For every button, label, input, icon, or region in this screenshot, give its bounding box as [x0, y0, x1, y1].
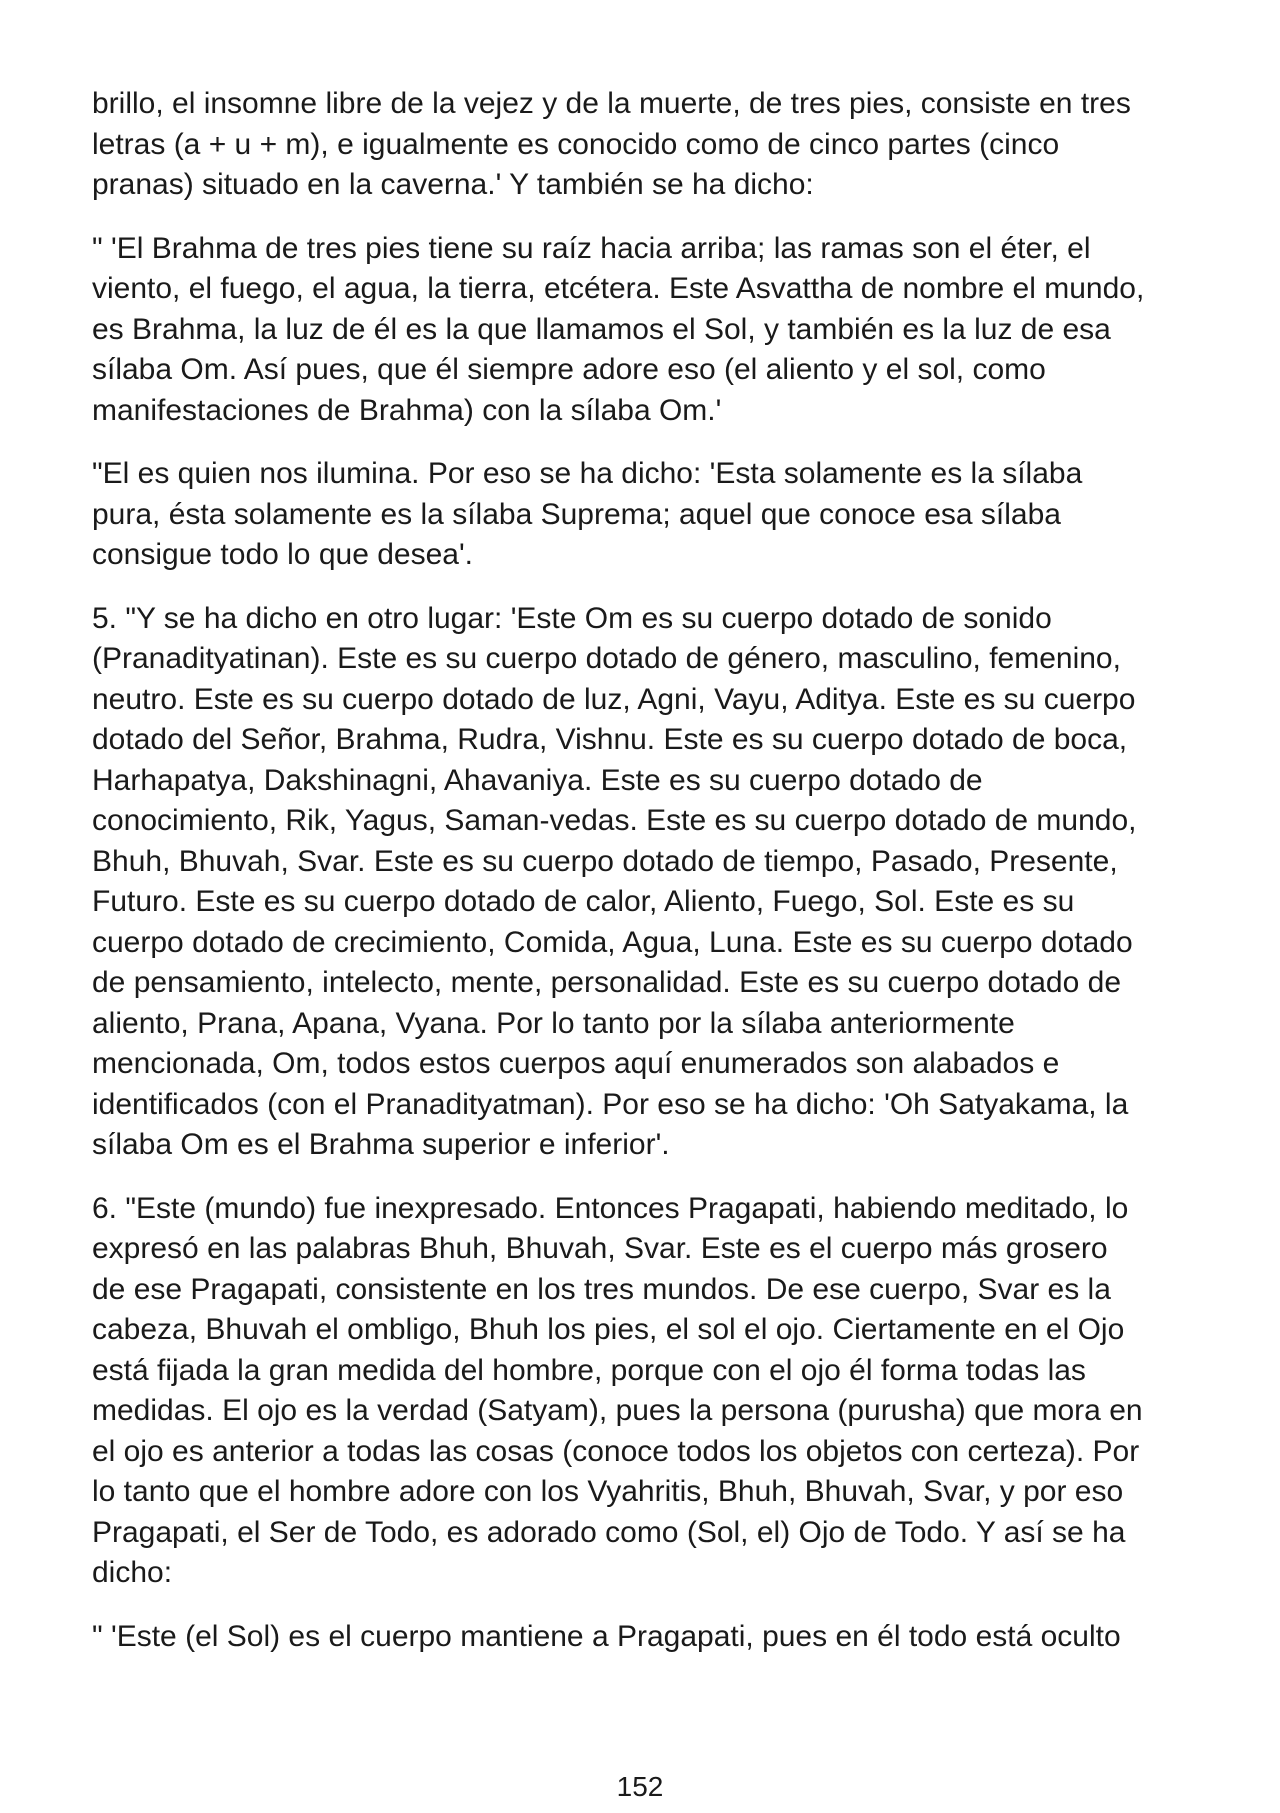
text-line: dotado del Señor, Brahma, Rudra, Vishnu. Este es su cuerpo dotado de boca, — [92, 723, 1128, 756]
paragraph — [92, 454, 1202, 576]
text-line: 6. "Este (mundo) fue inexpresado. Entonces Pragapati, habiendo meditado, lo — [92, 1191, 1129, 1225]
text-line: (Pranadityatinan). Este es su cuerpo dotado de género, masculino, femenino, — [92, 642, 1121, 675]
text-line: sílaba Om es el Brahma superior e inferior'. — [92, 1128, 670, 1161]
text-line: identificados (con el Pranadityatman). Por eso se ha dicho: 'Oh Satyakama, la — [92, 1087, 1129, 1121]
paragraph — [92, 84, 1202, 206]
text-line: pura, ésta solamente es la sílaba Suprema; aquel que conoce esa sílaba — [92, 497, 1061, 531]
text-line: el ojo es anterior a todas las cosas (conoce todos los objetos con certeza). Por — [92, 1434, 1140, 1468]
text-line: pranas) situado en la caverna.' Y también se ha dicho: — [92, 168, 814, 201]
text-line: manifestaciones de Brahma) con la sílaba Om.' — [92, 393, 722, 427]
text-line: sílaba Om. Así pues, que él siempre adore eso (el aliento y el sol, como — [92, 353, 1046, 386]
paragraph — [92, 1189, 1202, 1594]
text-line: neutro. Este es su cuerpo dotado de luz, Agni, Vayu, Aditya. Este es su cuerpo — [92, 682, 1136, 716]
body-text — [92, 84, 1202, 1680]
paragraph — [92, 229, 1202, 432]
text-line: viento, el fuego, el agua, la tierra, etcétera. Este Asvattha de nombre el mundo, — [92, 272, 1145, 305]
text-line: letras (a + u + m), e igualmente es conocido como de cinco partes (cinco — [92, 127, 1060, 161]
text-line: es Brahma, la luz de él es la que llamamos el Sol, y también es la luz de esa — [92, 312, 1111, 346]
text-line: Futuro. Este es su cuerpo dotado de calor, Aliento, Fuego, Sol. Este es su — [92, 885, 1075, 918]
paragraph — [92, 599, 1202, 1166]
text-line: Harhapatya, Dakshinagni, Ahavaniya. Este es su cuerpo dotado de — [92, 763, 983, 797]
text-line: Bhuh, Bhuvah, Svar. Este es su cuerpo dotado de tiempo, Pasado, Presente, — [92, 844, 1118, 878]
text-line: "El es quien nos ilumina. Por eso se ha dicho: 'Esta solamente es la sílaba — [92, 457, 1083, 490]
text-line: aliento, Prana, Apana, Vyana. Por lo tanto por la sílaba anteriormente — [92, 1006, 1015, 1040]
text-line: brillo, el insomne libre de la vejez y de la muerte, de tres pies, consiste en tres — [92, 87, 1131, 120]
text-line: cabeza, Bhuvah el ombligo, Bhuh los pies, el sol el ojo. Ciertamente en el Ojo — [92, 1313, 1125, 1346]
text-line: de pensamiento, intelecto, mente, personalidad. Este es su cuerpo dotado de — [92, 966, 1122, 999]
text-line: de ese Pragapati, consistente en los tres mundos. De ese cuerpo, Svar es la — [92, 1272, 1111, 1306]
text-line: consigue todo lo que desea'. — [92, 538, 474, 571]
text-line: cuerpo dotado de crecimiento, Comida, Agua, Luna. Este es su cuerpo dotado — [92, 925, 1133, 959]
text-line: Pragapati, el Ser de Todo, es adorado como (Sol, el) Ojo de Todo. Y así se ha — [92, 1515, 1126, 1549]
text-line: conocimiento, Rik, Yagus, Saman-vedas. Este es su cuerpo dotado de mundo, — [92, 804, 1137, 837]
paragraph — [92, 1617, 1202, 1658]
text-line: " 'El Brahma de tres pies tiene su raíz hacia arriba; las ramas son el éter, el — [92, 231, 1091, 265]
text-line: expresó en las palabras Bhuh, Bhuvah, Svar. Este es el cuerpo más grosero — [92, 1232, 1108, 1265]
text-line: medidas. El ojo es la verdad (Satyam), pues la persona (purusha) que mora en — [92, 1394, 1143, 1427]
text-line: lo tanto que el hombre adore con los Vyahritis, Bhuh, Bhuvah, Svar, y por eso — [92, 1475, 1124, 1508]
text-line: 5. "Y se ha dicho en otro lugar: 'Este Om es su cuerpo dotado de sonido — [92, 601, 1052, 635]
page-number: 152 — [616, 1771, 664, 1802]
text-line: mencionada, Om, todos estos cuerpos aquí enumerados son alabados e — [92, 1047, 1060, 1080]
text-line: " 'Este (el Sol) es el cuerpo mantiene a Pragapati, pues en él todo está oculto — [92, 1619, 1121, 1653]
text-line: está fijada la gran medida del hombre, porque con el ojo él forma todas las — [92, 1353, 1086, 1387]
text-line: dicho: — [92, 1556, 173, 1589]
